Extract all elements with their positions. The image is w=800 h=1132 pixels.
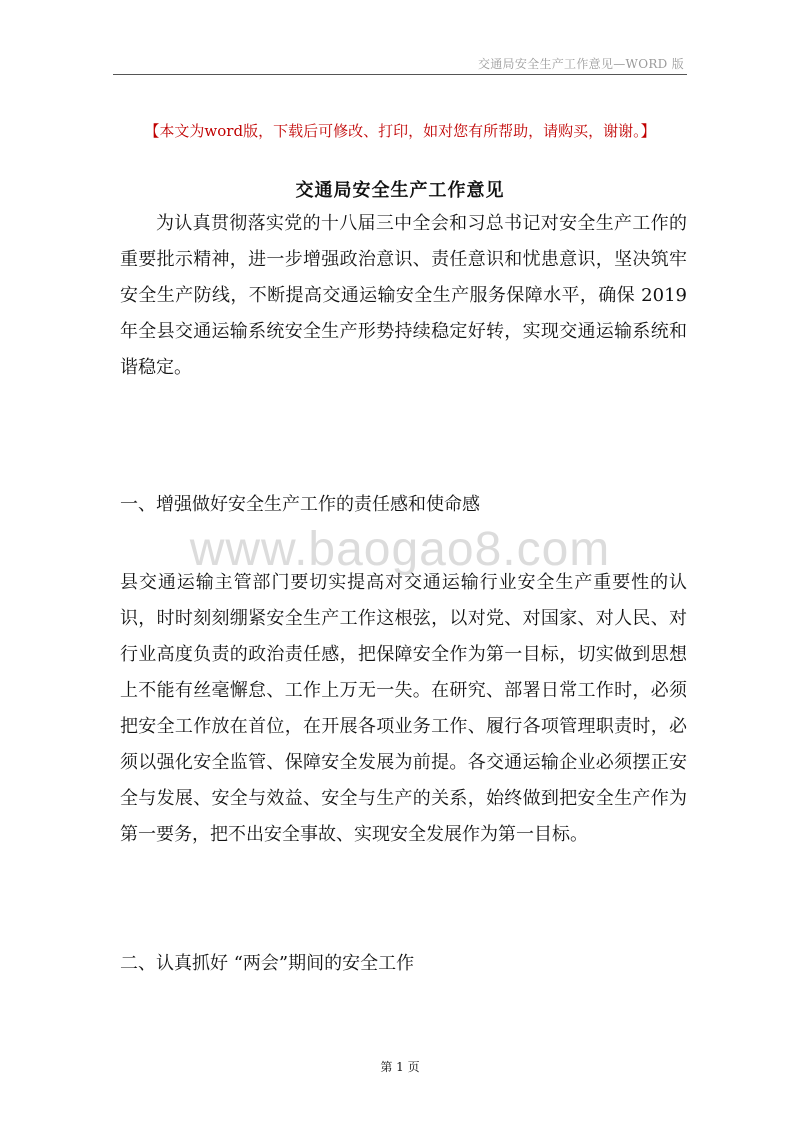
- header-divider: [113, 74, 687, 75]
- section-1-heading: 一、增强做好安全生产工作的责任感和使命感: [120, 494, 480, 515]
- section-2-heading: 二、认真抓好 “两会”期间的安全工作: [120, 953, 415, 974]
- document-title: 交通局安全生产工作意见: [295, 180, 505, 201]
- intro-paragraph: 为认真贯彻落实党的十八届三中全会和习总书记对安全生产工作的重要批示精神，进一步增强政治意识、责任意识和忧患意识，坚决筑牢安全生产防线，不断提高交通运输安全生产服务保障水平，确保 2019 年全县交通运输系统安全生产形势持续稳定好转，实现交通运输系统和谐稳定。: [120, 213, 687, 378]
- purchase-notice: 【本文为word版，下载后可修改、打印，如对您有所帮助，请购买，谢谢。】: [144, 122, 656, 140]
- running-header: 交通局安全生产工作意见—WORD 版: [477, 57, 684, 71]
- page-number: 第 1 页: [380, 1060, 420, 1074]
- site-watermark: www.baogao8.com: [189, 523, 611, 576]
- section-1-paragraph: 县交通运输主管部门要切实提高对交通运输行业安全生产重要性的认识，时时刻刻绷紧安全生产工作这根弦，以对党、对国家、对人民、对行业高度负责的政治责任感，把保障安全作为第一目标，切实做到思想上不能有丝毫懈怠、工作上万无一失。在研究、部署日常工作时，必须把安全工作放在首位，在开展各项业务工作、履行各项管理职责时，必须以强化安全监管、保障安全发展为前提。各交通运输企业必须摆正安全与发展、安全与效益、安全与生产的关系，始终做到把安全生产作为第一要务，把不出安全事故、实现安全发展作为第一目标。: [120, 572, 687, 845]
